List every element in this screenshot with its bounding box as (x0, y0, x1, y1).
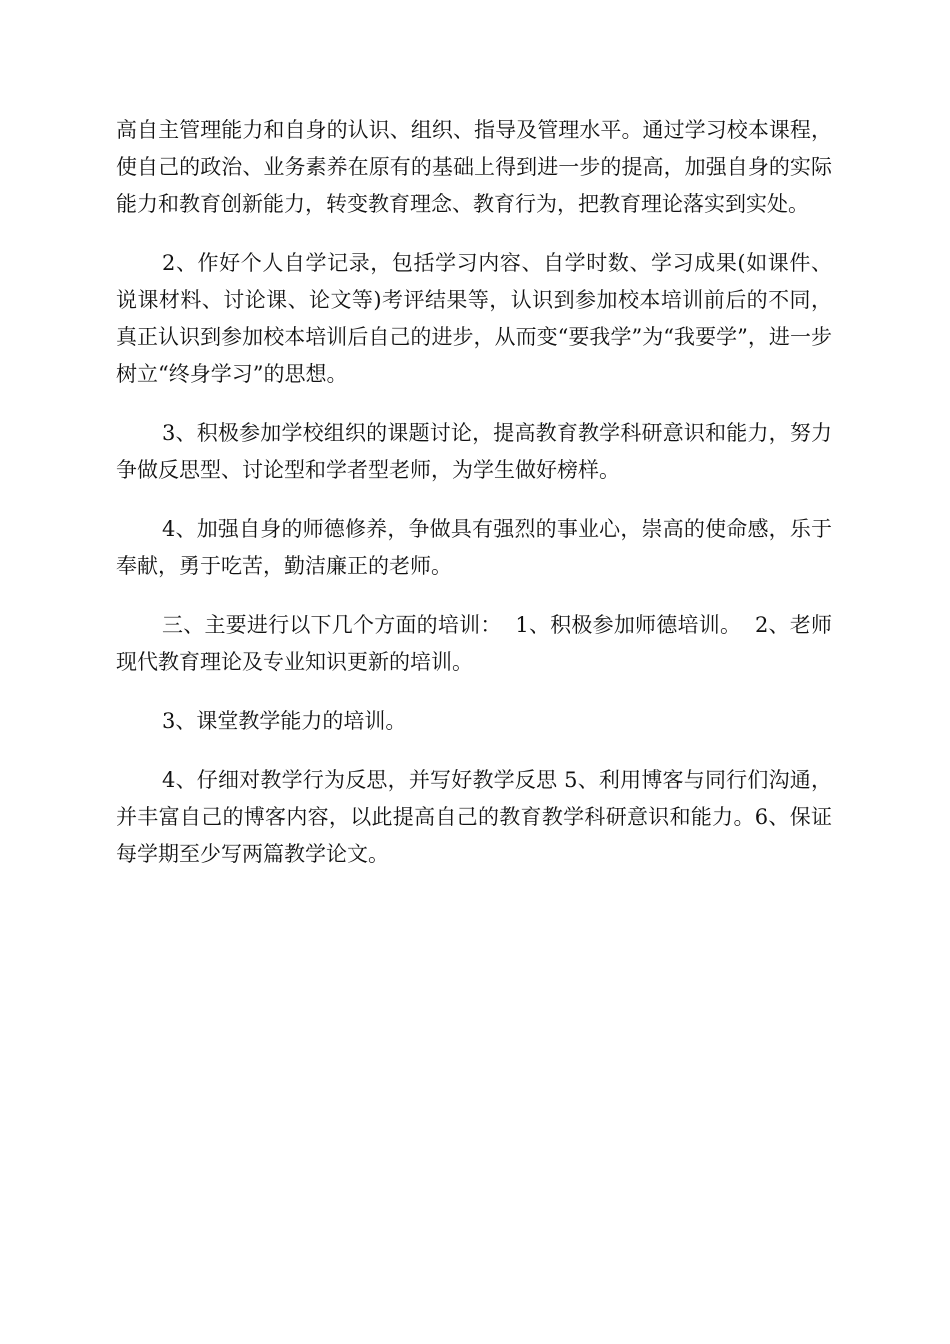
paragraph-item-2: 2、作好个人自学记录，包括学习内容、自学时数、学习成果(如课件、说课材料、讨论课、论文等)考评结果等，认识到参加校本培训前后的不同，真正认识到参加校本培训后自己的进步，从而变“要我学”为“我要学”，进一步树立“终身学习”的思想。 (116, 251, 832, 386)
paragraph-training-3: 3、课堂教学能力的培训。 (162, 709, 407, 733)
paragraph-training-4: 4、仔细对教学行为反思，并写好教学反思 5、利用博客与同行们沟通，并丰富自己的博客内容，以此提高自己的教育教学科研意识和能力。6、保证每学期至少写两篇教学论文。 (116, 768, 832, 866)
paragraph-continuation: 高自主管理能力和自身的认识、组织、指导及管理水平。通过学习校本课程，使自己的政治、业务素养在原有的基础上得到进一步的提高，加强自身的实际能力和教育创新能力，转变教育理念、教育行为，把教育理论落实到实处。 (116, 118, 832, 216)
document-body (116, 112, 832, 895)
paragraph-item-3: 3、积极参加学校组织的课题讨论，提高教育教学科研意识和能力，努力争做反思型、讨论型和学者型老师，为学生做好榜样。 (116, 421, 832, 482)
paragraph-item-4: 4、加强自身的师德修养，争做具有强烈的事业心，崇高的使命感，乐于奉献，勇于吃苦，勤洁廉正的老师。 (116, 517, 832, 578)
paragraph-section-3: 三、主要进行以下几个方面的培训： 1、积极参加师德培训。 2、老师现代教育理论及专业知识更新的培训。 (116, 613, 832, 674)
